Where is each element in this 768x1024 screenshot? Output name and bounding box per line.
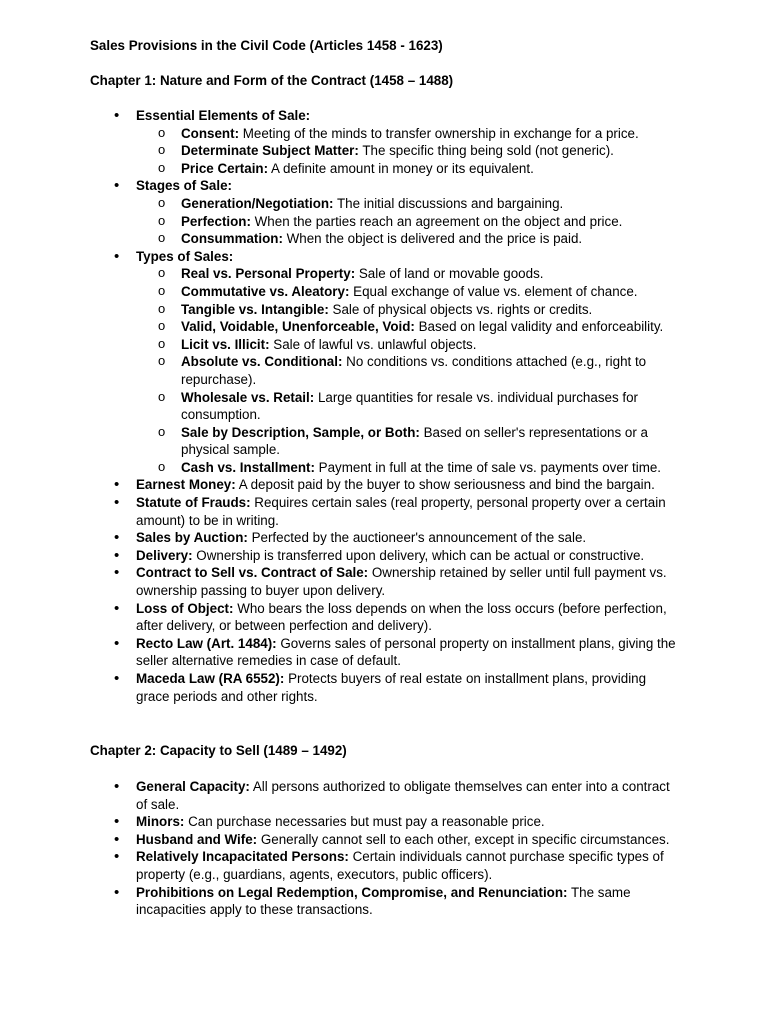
list-item-stages bbox=[0, 177, 768, 247]
list-item bbox=[0, 547, 768, 565]
description: Large quantities for resale vs. individual purchases for consumption. bbox=[181, 389, 639, 423]
list-item bbox=[0, 529, 768, 547]
description: Ownership is transferred upon delivery, which can be actual or constructive. bbox=[192, 547, 645, 563]
description: Payment in full at the time of sale vs. payments over time. bbox=[314, 459, 662, 475]
term: Husband and Wife: bbox=[136, 831, 258, 847]
sub-item bbox=[0, 318, 768, 336]
list-item bbox=[0, 884, 768, 919]
sub-item bbox=[0, 125, 768, 143]
term: Wholesale vs. Retail: bbox=[181, 389, 315, 405]
sub-item bbox=[0, 195, 768, 213]
term: Cash vs. Installment: bbox=[181, 459, 315, 475]
term: Statute of Frauds: bbox=[136, 495, 251, 511]
section-label: Essential Elements of Sale: bbox=[136, 108, 311, 123]
sublist-essential-elements bbox=[0, 125, 768, 178]
description: Generally cannot sell to each other, except in specific circumstances. bbox=[257, 831, 670, 847]
term: Loss of Object: bbox=[136, 600, 234, 616]
sub-item bbox=[0, 142, 768, 160]
term: Sale by Description, Sample, or Both: bbox=[181, 424, 420, 440]
list-item bbox=[0, 494, 768, 529]
description: Equal exchange of value vs. element of chance. bbox=[349, 283, 638, 299]
description: The initial discussions and bargaining. bbox=[333, 195, 564, 211]
list-item-types bbox=[0, 248, 768, 477]
term: Licit vs. Illicit: bbox=[181, 336, 270, 352]
section-label: Stages of Sale: bbox=[136, 178, 232, 194]
term: Contract to Sell vs. Contract of Sale: bbox=[136, 565, 369, 581]
description: All persons authorized to obligate themselves can enter into a contract of sale. bbox=[136, 779, 670, 812]
term: Determinate Subject Matter: bbox=[181, 143, 359, 159]
description: Perfected by the auctioneer's announcement of the sale. bbox=[247, 530, 587, 546]
sub-item bbox=[0, 301, 768, 319]
sub-item bbox=[0, 265, 768, 283]
description: Sale of physical objects vs. rights or credits. bbox=[328, 301, 593, 317]
description: Requires certain sales (real property, personal property over a certain amount) to be in writing. bbox=[136, 495, 666, 528]
description: No conditions vs. conditions attached (e.g., right to repurchase). bbox=[181, 354, 647, 387]
term: Perfection: bbox=[181, 213, 251, 229]
term: Consummation: bbox=[181, 231, 283, 247]
term: Real vs. Personal Property: bbox=[181, 266, 356, 282]
list-item bbox=[0, 564, 768, 599]
description: Sale of lawful vs. unlawful objects. bbox=[269, 336, 477, 352]
term: Delivery: bbox=[136, 547, 193, 563]
description: Who bears the loss depends on when the loss occurs (before perfection, after delivery, or between perfection and delivery). bbox=[136, 600, 667, 634]
description: Based on legal validity and enforceability. bbox=[414, 319, 664, 335]
description: When the parties reach an agreement on the object and price. bbox=[250, 213, 623, 229]
description: A deposit paid by the buyer to show seriousness and bind the bargain. bbox=[235, 477, 655, 493]
term: Prohibitions on Legal Redemption, Compromise, and Renunciation: bbox=[136, 884, 568, 900]
list-item bbox=[0, 848, 768, 883]
term: Price Certain: bbox=[181, 160, 269, 176]
sub-item bbox=[0, 213, 768, 231]
sub-item bbox=[0, 389, 768, 424]
sub-item bbox=[0, 283, 768, 301]
description: Meeting of the minds to transfer ownership in exchange for a price. bbox=[239, 125, 639, 141]
description: Certain individuals cannot purchase specific types of property (e.g., guardians, agents, executors, public officers). bbox=[136, 849, 664, 882]
list-item bbox=[0, 813, 768, 831]
description: The same incapacities apply to these transactions. bbox=[136, 884, 631, 918]
chapter-2-list bbox=[0, 778, 768, 919]
sub-item bbox=[0, 459, 768, 477]
term: Recto Law (Art. 1484): bbox=[136, 635, 277, 651]
list-item bbox=[0, 600, 768, 635]
description: Can purchase necessaries but must pay a reasonable price. bbox=[184, 814, 545, 830]
term: Relatively Incapacitated Persons: bbox=[136, 849, 349, 865]
list-item bbox=[0, 831, 768, 849]
chapter-1-list bbox=[0, 107, 768, 705]
sublist-stages bbox=[0, 195, 768, 248]
description: Sale of land or movable goods. bbox=[355, 266, 544, 282]
term: Maceda Law (RA 6552): bbox=[136, 671, 285, 686]
sub-item bbox=[0, 230, 768, 248]
term: Generation/Negotiation: bbox=[181, 195, 334, 211]
description: Protects buyers of real estate on installment plans, providing grace periods and other rights. bbox=[136, 671, 647, 704]
description: A definite amount in money or its equivalent. bbox=[268, 160, 534, 176]
description: Based on seller's representations or a physical sample. bbox=[181, 424, 648, 458]
sub-item bbox=[0, 424, 768, 459]
term: Earnest Money: bbox=[136, 477, 236, 493]
description: Ownership retained by seller until full payment vs. ownership passing to buyer upon delivery. bbox=[136, 565, 667, 599]
description: When the object is delivered and the price is paid. bbox=[282, 231, 583, 247]
term: Absolute vs. Conditional: bbox=[181, 354, 343, 370]
chapter-2-heading: Chapter 2: Capacity to Sell (1489 – 1492) bbox=[90, 743, 347, 758]
description: The specific thing being sold (not generic). bbox=[358, 143, 614, 159]
section-label: Types of Sales: bbox=[136, 248, 234, 264]
chapter-1-heading: Chapter 1: Nature and Form of the Contract (1458 – 1488) bbox=[90, 73, 454, 88]
sub-item bbox=[0, 160, 768, 178]
list-item bbox=[0, 635, 768, 670]
term: Commutative vs. Aleatory: bbox=[181, 283, 350, 299]
term: Minors: bbox=[136, 814, 185, 830]
sub-item bbox=[0, 336, 768, 354]
list-item bbox=[0, 670, 768, 705]
sublist-types bbox=[0, 265, 768, 476]
term: Tangible vs. Intangible: bbox=[181, 301, 329, 317]
sub-item bbox=[0, 353, 768, 388]
term: Sales by Auction: bbox=[136, 530, 248, 546]
description: Governs sales of personal property on installment plans, giving the seller alternative remedies in case of default. bbox=[136, 635, 676, 669]
list-item-essential-elements bbox=[0, 107, 768, 177]
term: Consent: bbox=[181, 125, 240, 141]
list-item bbox=[0, 778, 768, 813]
term: General Capacity: bbox=[136, 779, 250, 794]
document-title: Sales Provisions in the Civil Code (Articles 1458 - 1623) bbox=[90, 38, 443, 53]
term: Valid, Voidable, Unenforceable, Void: bbox=[181, 319, 415, 335]
list-item bbox=[0, 476, 768, 494]
